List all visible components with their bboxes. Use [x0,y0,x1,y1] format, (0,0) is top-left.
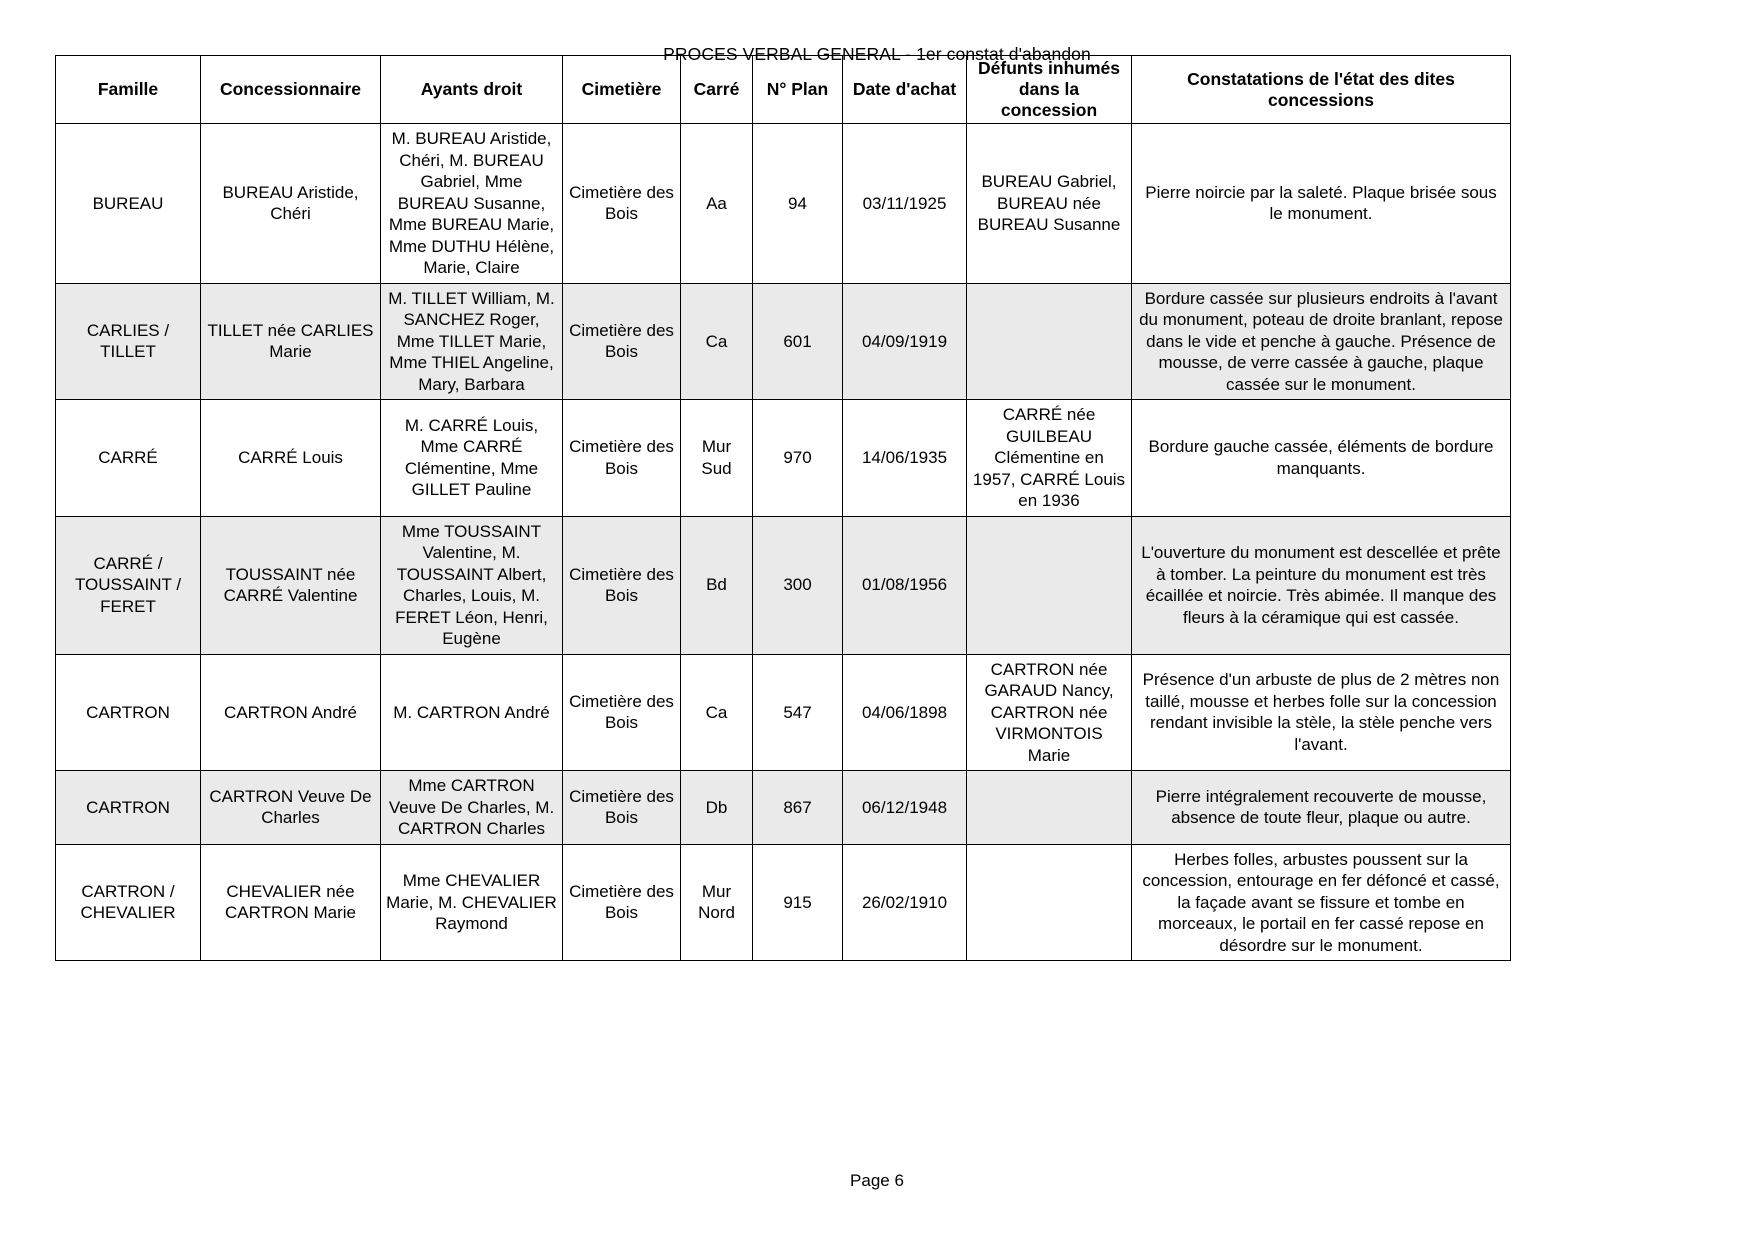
table-row [56,771,1511,845]
table-row [56,516,1511,654]
cell-constatations: Pierre noircie par la saleté. Plaque brisée sous le monument. [1132,124,1511,284]
document-title-text: PROCES VERBAL GENERAL - 1er constat d'abandon [663,44,1091,64]
cell-carre: Ca [681,283,753,400]
cell-defunts [967,844,1132,961]
cell-concessionnaire: CARTRON Veuve De Charles [201,771,381,845]
cell-defunts: CARTRON née GARAUD Nancy, CARTRON née VIRMONTOIS Marie [967,654,1132,771]
table-header-row [56,56,1511,124]
page-number: Page 6 [850,1171,904,1190]
cell-no-plan: 94 [753,124,843,284]
cell-date-achat: 01/08/1956 [843,516,967,654]
table-row [56,844,1511,961]
cell-date-achat: 04/09/1919 [843,283,967,400]
cell-constatations: Bordure gauche cassée, éléments de bordure manquants. [1132,400,1511,517]
cell-cimetiere: Cimetière des Bois [563,400,681,517]
cell-ayants-droit: Mme TOUSSAINT Valentine, M. TOUSSAINT Albert, Charles, Louis, M. FERET Léon, Henri, Eugène [381,516,563,654]
column-header-defunts-line2: dans la concession [1000,79,1098,120]
cell-cimetiere: Cimetière des Bois [563,283,681,400]
cell-ayants-droit: M. CARTRON André [381,654,563,771]
cell-no-plan: 547 [753,654,843,771]
cell-ayants-droit: M. TILLET William, M. SANCHEZ Roger, Mme TILLET Marie, Mme THIEL Angeline, Mary, Barbara [381,283,563,400]
cell-concessionnaire: CHEVALIER née CARTRON Marie [201,844,381,961]
cell-carre: Bd [681,516,753,654]
column-header-date-achat: Date d'achat [843,56,967,124]
cell-no-plan: 300 [753,516,843,654]
cell-concessionnaire: TOUSSAINT née CARRÉ Valentine [201,516,381,654]
table-row [56,654,1511,771]
cell-constatations: Présence d'un arbuste de plus de 2 mètres non taillé, mousse et herbes folle sur la concession rendant invisible la stèle, la stèle penche vers l'avant. [1132,654,1511,771]
cell-concessionnaire: CARRÉ Louis [201,400,381,517]
table-row [56,124,1511,284]
cell-date-achat: 04/06/1898 [843,654,967,771]
column-header-cimetiere: Cimetière [563,56,681,124]
cell-constatations: Bordure cassée sur plusieurs endroits à l'avant du monument, poteau de droite branlant, repose dans le vide et penche à gauche. Présence de mousse, de verre cassée à gauche, plaque cassée sur le monument. [1132,283,1511,400]
cell-no-plan: 867 [753,771,843,845]
cell-constatations: Pierre intégralement recouverte de mousse, absence de toute fleur, plaque ou autre. [1132,771,1511,845]
cell-ayants-droit: Mme CHEVALIER Marie, M. CHEVALIER Raymond [381,844,563,961]
column-header-no-plan: N° Plan [753,56,843,124]
cell-concessionnaire: TILLET née CARLIES Marie [201,283,381,400]
cell-famille: CARTRON [56,771,201,845]
cell-famille: CARTRON / CHEVALIER [56,844,201,961]
cell-carre: Db [681,771,753,845]
cell-famille: CARRÉ / TOUSSAINT / FERET [56,516,201,654]
cell-ayants-droit: Mme CARTRON Veuve De Charles, M. CARTRON Charles [381,771,563,845]
cell-constatations: Herbes folles, arbustes poussent sur la concession, entourage en fer défoncé et cassé, la façade avant se fissure et tombe en morceaux, le portail en fer cassé repose en désordre sur le monument. [1132,844,1511,961]
cell-concessionnaire: CARTRON André [201,654,381,771]
cell-defunts [967,516,1132,654]
cell-cimetiere: Cimetière des Bois [563,516,681,654]
cell-carre: Aa [681,124,753,284]
cell-cimetiere: Cimetière des Bois [563,771,681,845]
cell-no-plan: 601 [753,283,843,400]
cell-constatations: L'ouverture du monument est descellée et prête à tomber. La peinture du monument est très écaillée et noircie. Très abimée. Il manque des fleurs à la céramique qui est cassée. [1132,516,1511,654]
cell-defunts [967,283,1132,400]
column-header-famille: Famille [56,56,201,124]
column-header-constatations: Constatations de l'état des dites concessions [1132,56,1511,124]
table-header [56,56,1511,124]
cell-no-plan: 970 [753,400,843,517]
cell-cimetiere: Cimetière des Bois [563,124,681,284]
concessions-table-wrapper [55,55,1510,961]
cell-concessionnaire: BUREAU Aristide, Chéri [201,124,381,284]
cell-carre: Mur Nord [681,844,753,961]
cell-date-achat: 06/12/1948 [843,771,967,845]
table-body [56,124,1511,961]
table-row [56,283,1511,400]
cell-famille: BUREAU [56,124,201,284]
cell-defunts: CARRÉ née GUILBEAU Clémentine en 1957, CARRÉ Louis en 1936 [967,400,1132,517]
cell-cimetiere: Cimetière des Bois [563,654,681,771]
cell-ayants-droit: M. CARRÉ Louis, Mme CARRÉ Clémentine, Mme GILLET Pauline [381,400,563,517]
cell-famille: CARTRON [56,654,201,771]
cell-cimetiere: Cimetière des Bois [563,844,681,961]
column-header-defunts [967,56,1132,124]
column-header-ayants-droit: Ayants droit [381,56,563,124]
cell-no-plan: 915 [753,844,843,961]
cell-date-achat: 03/11/1925 [843,124,967,284]
column-header-defunts-line1: Défunts inhumés [978,58,1120,78]
cell-date-achat: 14/06/1935 [843,400,967,517]
cell-carre: Ca [681,654,753,771]
concessions-table [55,55,1511,961]
cell-famille: CARRÉ [56,400,201,517]
column-header-concessionnaire: Concessionnaire [201,56,381,124]
column-header-carre: Carré [681,56,753,124]
page-footer [0,1170,1754,1192]
cell-defunts [967,771,1132,845]
cell-ayants-droit: M. BUREAU Aristide, Chéri, M. BUREAU Gabriel, Mme BUREAU Susanne, Mme BUREAU Marie, Mme DUTHU Hélène, Marie, Claire [381,124,563,284]
table-row [56,400,1511,517]
cell-carre: Mur Sud [681,400,753,517]
cell-famille: CARLIES / TILLET [56,283,201,400]
cell-defunts: BUREAU Gabriel, BUREAU née BUREAU Susanne [967,124,1132,284]
cell-date-achat: 26/02/1910 [843,844,967,961]
